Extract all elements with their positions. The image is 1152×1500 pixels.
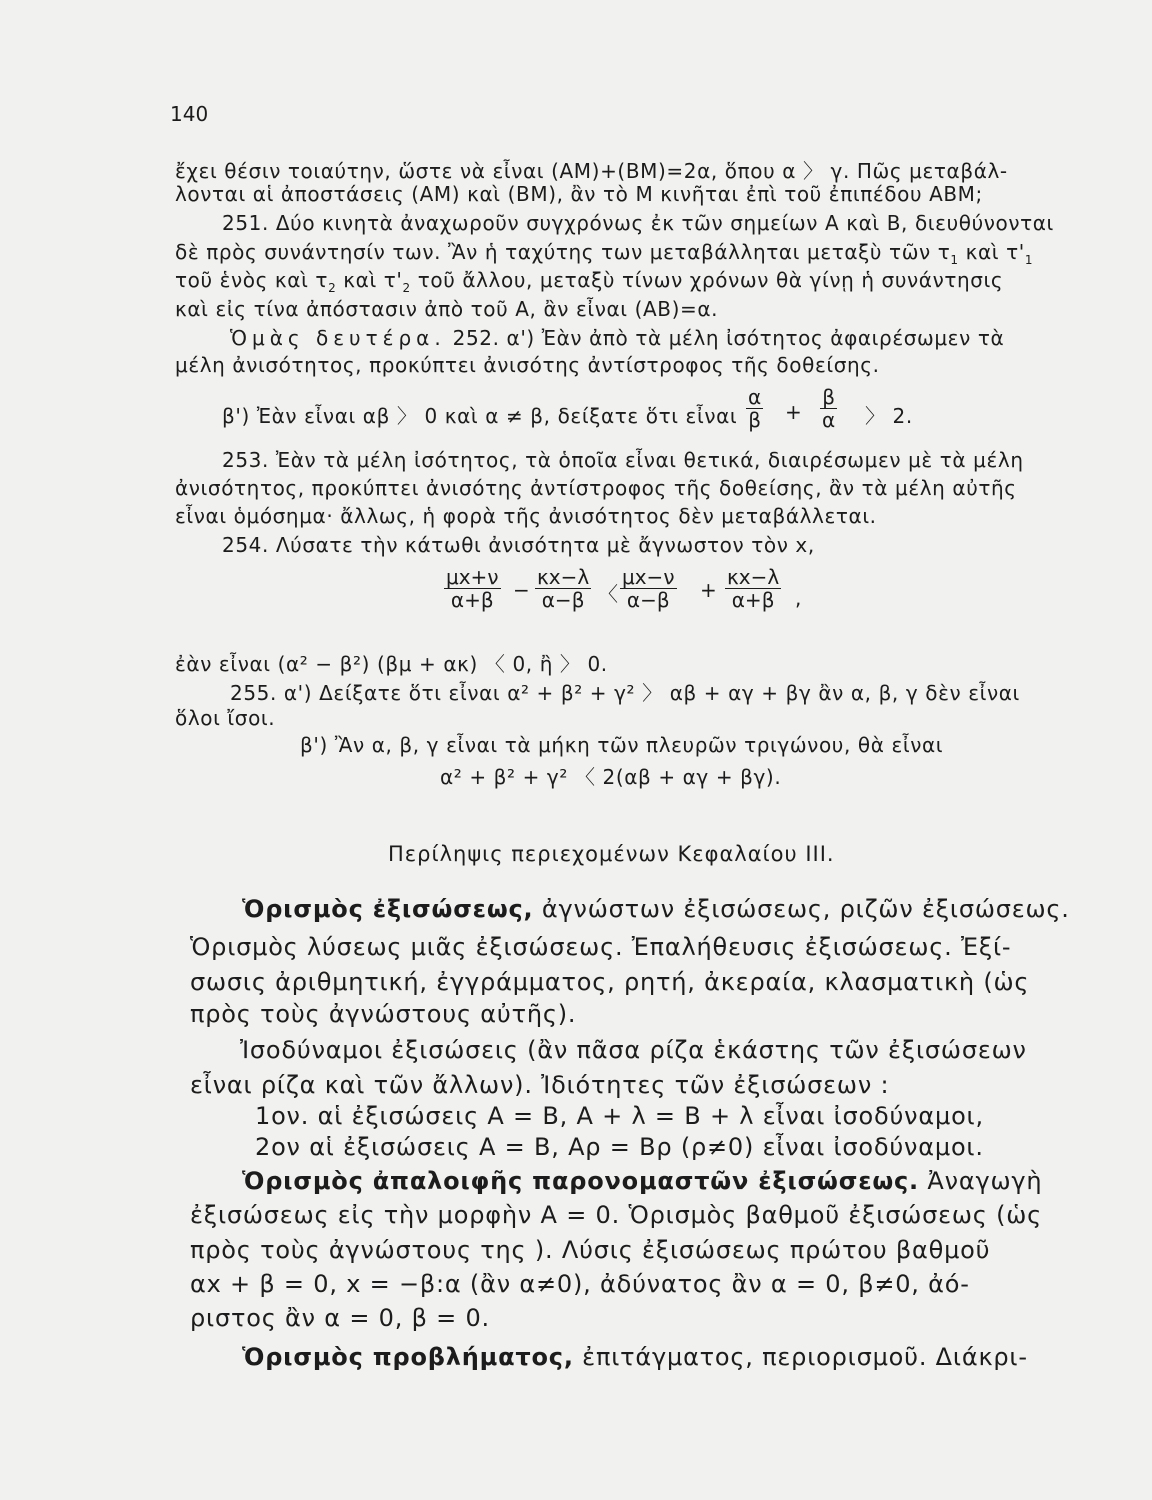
exercise-252b: β') Ἐὰν εἶναι αβ 〉 0 καὶ α ≠ β, δείξατε ὅτι εἶναι: [222, 404, 738, 428]
exercise-255b: β') Ἂν α, β, γ εἶναι τὰ μήκη τῶν πλευρῶν τριγώνου, θὰ εἶναι: [300, 733, 944, 757]
summary-line: Ὁρισμὸς ἐξισώσεως, ἀγνώστων ἐξισώσεως, ριζῶν ἐξισώσεως.: [242, 895, 1070, 923]
summary-heading: Περίληψις περιεχομένων Κεφαλαίου III.: [388, 842, 835, 866]
exercise-line: ὅλοι ἴσοι.: [175, 706, 276, 730]
less-than-sign: 〈: [598, 582, 619, 606]
fraction-beta-over-alpha: $\frac{\beta}{\alpha}$: [822, 385, 836, 432]
exercise-line: εἶναι ὁμόσημα· ἄλλως, ἡ φορὰ τῆς ἀνισότητος δὲν μεταβάλλεται.: [175, 504, 877, 528]
fraction-mx-plus-nu: $\frac{\mu x+\nu}{\alpha+\beta}$: [446, 565, 499, 612]
exercise-253: 253. Ἐὰν τὰ μέλη ἰσότητος, τὰ ὁποῖα εἶναι θετικά, διαιρέσωμεν μὲ τὰ μέλη: [222, 448, 1024, 472]
greater-than-two: 〉 2.: [865, 404, 913, 428]
exercise-formula: α² + β² + γ² 〈 2(αβ + αγ + βγ).: [440, 765, 782, 789]
summary-line: 2ον αἱ ἐξισώσεις A = B, Aρ = Bρ (ρ≠0) εἶναι ἰσοδύναμοι.: [255, 1133, 984, 1161]
term-definition-equation: Ὁρισμὸς ἐξισώσεως,: [242, 895, 534, 923]
page-number: 140: [170, 102, 209, 126]
exercise-line: δὲ πρὸς συνάντησίν των. Ἂν ἡ ταχύτης των μεταβάλληται μεταξὺ τῶν $\tau_1$ καὶ $\tau'_1$: [175, 240, 1034, 267]
summary-line: Ἰσοδύναμοι ἐξισώσεις (ἂν πᾶσα ρίζα ἑκάστης τῶν ἐξισώσεων: [240, 1036, 1027, 1064]
summary-line: σωσις ἀριθμητική, ἐγγράμματος, ρητή, ἀκεραία, κλασματικὴ (ὡς: [190, 968, 1030, 996]
summary-line: πρὸς τοὺς ἀγνώστους της ). Λύσις ἐξισώσεως πρώτου βαθμοῦ: [190, 1236, 991, 1264]
summary-line: εἶναι ρίζα καὶ τῶν ἄλλων). Ἰδιότητες τῶν ἐξισώσεων :: [190, 1071, 890, 1099]
exercise-254: 254. Λύσατε τὴν κάτωθι ἀνισότητα μὲ ἄγνωστον τὸν x,: [222, 533, 815, 557]
exercise-line: ἔχει θέσιν τοιαύτην, ὥστε νὰ εἶναι (AM)+(BM)=2α, ὅπου α 〉 γ. Πῶς μεταβάλ-: [175, 159, 1008, 183]
fraction-kx-minus-lambda: $\frac{\kappa x-\lambda}{\alpha-\beta}$: [537, 565, 590, 612]
exercise-line: τοῦ ἑνὸς καὶ $\tau_2$ καὶ $\tau'_2$ τοῦ ἄλλου, μεταξὺ τίνων χρόνων θὰ γίνῃ ἡ συνάντησις: [175, 268, 1004, 295]
exercise-255: 255. α') Δείξατε ὅτι εἶναι α² + β² + γ² 〉 αβ + αγ + βγ ἂν α, β, γ δὲν εἶναι: [230, 681, 1020, 705]
summary-line: Ὁρισμὸς ἀπαλοιφῆς παρονομαστῶν ἐξισώσεως. Ἀναγωγὴ: [242, 1167, 1043, 1195]
summary-line: αx + β = 0, x = −β:α (ἂν α≠0), ἀδύνατος ἂν α = 0, β≠0, ἀό-: [190, 1270, 970, 1298]
fraction-alpha-over-beta: $\frac{\alpha}{\beta}$: [748, 385, 762, 432]
term-denominator-elimination: Ὁρισμὸς ἀπαλοιφῆς παρονομαστῶν ἐξισώσεως.: [242, 1167, 919, 1195]
summary-line: Ὁρισμὸς λύσεως μιᾶς ἐξισώσεως. Ἐπαλήθευσις ἐξισώσεως. Ἐξί-: [190, 933, 1012, 961]
group-two-title: Ὁμὰς δευτέρα.: [230, 326, 446, 350]
exercise-line: καὶ εἰς τίνα ἀπόστασιν ἀπὸ τοῦ A, ἂν εἶναι (AB)=α.: [175, 297, 719, 321]
group-two-line: Ὁμὰς δευτέρα. 252. α') Ἐὰν ἀπὸ τὰ μέλη ἰσότητος ἀφαιρέσωμεν τὰ: [230, 326, 1005, 350]
plus-sign: +: [700, 578, 718, 602]
summary-line: ριστος ἂν α = 0, β = 0.: [190, 1304, 490, 1332]
plus-sign: +: [785, 400, 803, 424]
fraction-mx-minus-nu: $\frac{\mu x-\nu}{\alpha-\beta}$: [622, 565, 675, 612]
comma: ,: [795, 586, 802, 610]
summary-line: πρὸς τοὺς ἀγνώστους αὐτῆς).: [190, 1000, 577, 1028]
exercise-line: ἐὰν εἶναι (α² − β²) (βμ + ακ) 〈 0, ἢ 〉 0.: [175, 652, 608, 676]
minus-sign: −: [513, 578, 531, 602]
summary-line: 1ον. αἱ ἐξισώσεις A = B, A + λ = B + λ εἶναι ἰσοδύναμοι,: [255, 1102, 984, 1130]
term-problem-definition: Ὁρισμὸς προβλήματος,: [242, 1343, 574, 1371]
exercise-line: μέλη ἀνισότητος, προκύπτει ἀνισότης ἀντίστροφος τῆς δοθείσης.: [175, 353, 880, 377]
exercise-251: 251. Δύο κινητὰ ἀναχωροῦν συγχρόνως ἐκ τῶν σημείων A καὶ B, διευθύνονται: [222, 211, 1054, 235]
exercise-line: ἀνισότητος, προκύπτει ἀνισότης ἀντίστροφος τῆς δοθείσης, ἂν τὰ μέλη αὐτῆς: [175, 476, 1017, 500]
fraction-kx-minus-lambda: $\frac{\kappa x-\lambda}{\alpha+\beta}$: [727, 565, 780, 612]
summary-line: ἐξισώσεως εἰς τὴν μορφὴν A = 0. Ὁρισμὸς βαθμοῦ ἐξισώσεως (ὡς: [190, 1201, 1043, 1229]
exercise-line: λονται αἱ ἀποστάσεις (AM) καὶ (BM), ἂν τὸ M κινῆται ἐπὶ τοῦ ἐπιπέδου ABM;: [175, 182, 983, 206]
summary-line: Ὁρισμὸς προβλήματος, ἐπιτάγματος, περιορισμοῦ. Διάκρι-: [242, 1343, 1028, 1371]
